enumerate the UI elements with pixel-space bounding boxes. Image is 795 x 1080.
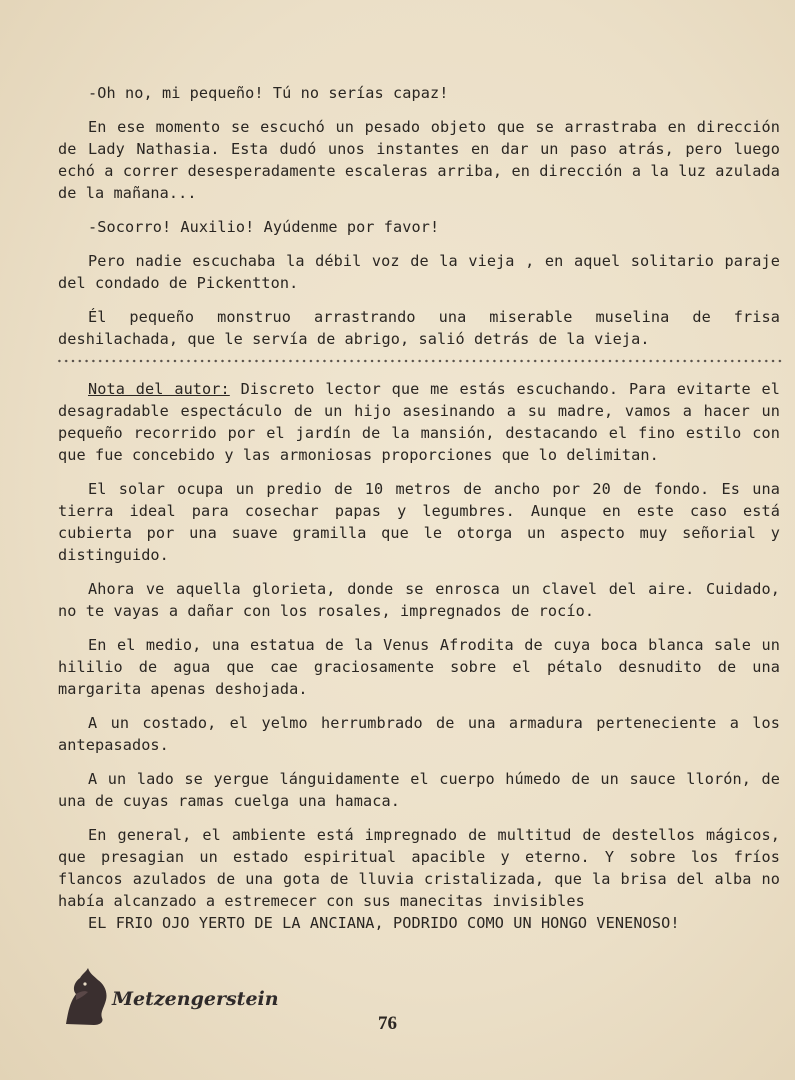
paragraph-estatua: En el medio, una estatua de la Venus Afrodita de cuya boca blanca sale un hililio de agua que cae graciosamente sobre el pétalo desnudito de una margarita apenas deshojada. xyxy=(58,636,780,698)
story-text xyxy=(58,82,780,946)
paragraph-yelmo: A un costado, el yelmo herrumbrado de una armadura perteneciente a los antepasados. xyxy=(58,714,780,754)
paragraph-solar: El solar ocupa un predio de 10 metros de ancho por 20 de fondo. Es una tierra ideal para cosechar papas y legumbres. Aunque en este caso está cubierta por una suave gramilla que le otorga un aspecto muy señorial y distinguido. xyxy=(58,480,780,564)
dotted-divider xyxy=(56,356,782,366)
paragraph-exclamation: -Oh no, mi pequeño! Tú no serías capaz! xyxy=(88,84,449,102)
author-note-text: Discreto lector que me estás escuchando. Para evitarte el desagradable espectáculo de un hijo asesinando a su madre, vamos a hacer un pequeño recorrido por el jardín de la mansión, destacando el fino estilo con que fue concebido y las armoniosas proporciones que lo delimitan. xyxy=(58,380,781,464)
author-note-label: Nota del autor: xyxy=(88,380,230,398)
paragraph-monster: Él pequeño monstruo arrastrando una miserable muselina de frisa deshilachada, que le servía de abrigo, salió detrás de la vieja. xyxy=(58,308,780,348)
paragraph-sauce: A un lado se yergue lánguidamente el cuerpo húmedo de un sauce llorón, de una de cuyas ramas cuelga una hamaca. xyxy=(58,770,780,810)
paragraph-escape: En ese momento se escuchó un pesado objeto que se arrastraba en dirección de Lady Nathasia. Esta dudó unos instantes en dar un paso atrás, pero luego echó a correr desesperadamente escaleras arriba, en dirección a la luz azulada de la mañana... xyxy=(58,118,780,202)
author-note xyxy=(58,378,780,466)
logo-text: Metzengerstein xyxy=(112,988,279,1010)
paragraph-nobody: Pero nadie escuchaba la débil voz de la vieja , en aquel solitario paraje del condado de Pickentton. xyxy=(58,252,780,292)
page-number: 76 xyxy=(378,1013,397,1034)
paragraph-glorieta: Ahora ve aquella glorieta, donde se enrosca un clavel del aire. Cuidado, no te vayas a dañar con los rosales, impregnados de rocío. xyxy=(58,580,780,620)
paragraph-ambiente: En general, el ambiente está impregnado de multitud de destellos mágicos, que presagian un estado espiritual apacible y eterno. Y sobre los fríos flancos azulados de una gota de lluvia cristalizada, que la brisa del alba no había alcanzado a estremecer con sus manecitas invisibles xyxy=(58,826,780,910)
closing-line: EL FRIO OJO YERTO DE LA ANCIANA, PODRIDO COMO UN HONGO VENENOSO! xyxy=(88,914,680,932)
paragraph-cry: -Socorro! Auxilio! Ayúdenme por favor! xyxy=(88,218,440,236)
